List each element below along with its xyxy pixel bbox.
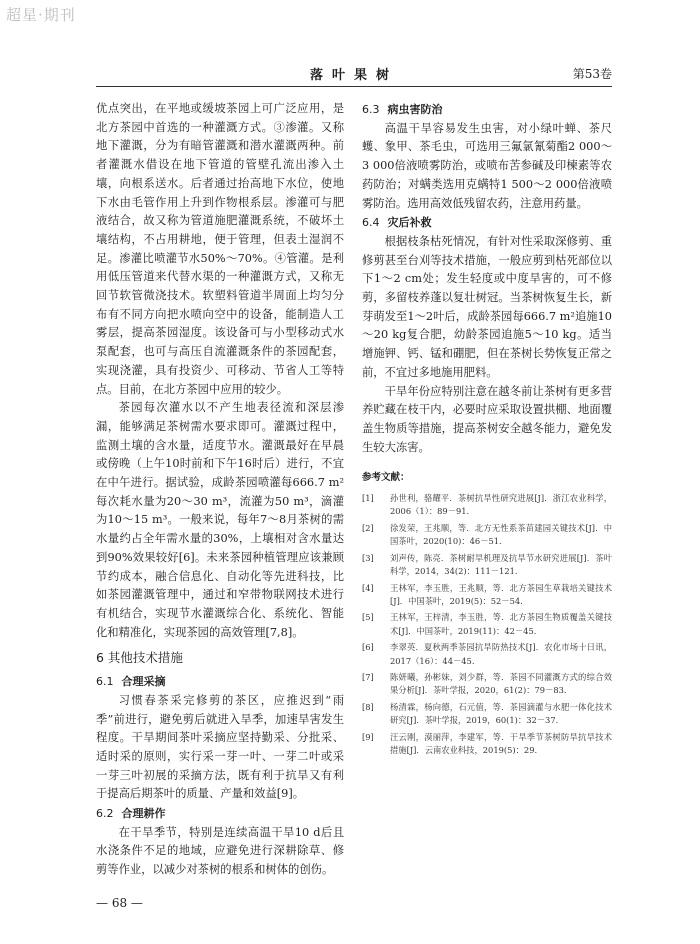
- subsection-number: 6.4: [362, 216, 380, 230]
- reference-number: [6]: [362, 642, 374, 653]
- reference-item: [362, 492, 612, 519]
- reference-item: [362, 611, 612, 638]
- reference-number: [2]: [362, 522, 374, 533]
- body-paragraph: 习惯春茶采完修剪的茶区，应推迟到“雨季”前进行，避免剪后就进入旱季，加速旱害发生程度。干旱期间茶叶采摘应坚持勤采、分批采、适时采的原则，实行采一芽一叶、一芽二叶或采一芽三叶初展的采摘方法，既有利于抗旱又有利于提高后期茶叶的质量、产量和效益[9]。: [96, 693, 344, 801]
- running-header: [96, 64, 612, 84]
- reference-item: [362, 552, 612, 579]
- reference-text: 刘声传，陈亮．茶树耐旱机理及抗旱节水研究进展[J]．茶叶科学，2014，34(2)：111－121.: [390, 552, 612, 577]
- reference-item: [362, 731, 612, 758]
- body-paragraph: 干旱年份应特别注意在越冬前让茶树有更多营养贮藏在枝干内，必要时应采取设置拱棚、地面覆盖生物质等措施，提高茶树安全越冬能力，避免发生较大冻害。: [362, 384, 612, 454]
- reference-text: 陈妍曦，孙彬妹，刘少群，等．茶园不同灌溉方式的综合效果分析[J]．茶叶学报，2020，61(2)：79－83.: [390, 671, 612, 696]
- section-heading: 6 其他技术措施: [96, 650, 183, 666]
- reference-number: [7]: [362, 671, 374, 682]
- reference-item: [362, 582, 612, 609]
- references-heading: 参考文献：: [362, 472, 410, 484]
- reference-text: 王林军，王梓清，李玉胜，等．北方茶园生物质覆盖关键技术[J]．中国茶叶，2019(11)：42－45.: [390, 612, 612, 636]
- right-column: [362, 100, 612, 760]
- subsection-heading: [362, 214, 612, 233]
- reference-item: [362, 701, 612, 728]
- body-paragraph: 优点突出，在平地或缓坡茶园上可广泛应用，是北方茶园中首选的一种灌溉方式。③渗灌。又称地下灌溉，分为有暗管灌溉和潜水灌溉两种。前者灌溉水借设在地下管道的管壁孔流出渗入土壤，向根系送水。后者通过抬高地下水位，使地下水由毛管作用上升到作物根系层。渗灌可与肥液结合，故又称为管道施肥灌溉系统，不破坏土壤结构，不占用耕地，便于管理，但表土湿润不足。渗灌比喷灌节水50%～70%。④管灌。是利用低压管道来代替水渠的一种灌溉方式，又称无回节软管微浇技术。软塑料管道半周面上均匀分布有不同方向把水喷向空中的设备，能制造人工雾层，提高茶园湿度。该设备可与小型移动式水泵配套，也可与高压自流灌溉条件的茶园配套，实现浇灌，具有投资少、可移动、节省人工等特点。目前，在北方茶园中应用的较少。: [96, 102, 344, 396]
- reference-text: 汪云刚，漠丽萍，李建军，等．干旱季节茶树防旱抗旱技术措施[J]．云南农业科技，2019(5)：29.: [390, 731, 612, 755]
- subsection-title: 灾后补救: [387, 216, 432, 230]
- reference-number: [8]: [362, 701, 374, 712]
- subsection-number: 6.1: [96, 675, 114, 689]
- reference-item: [362, 671, 612, 698]
- reference-list: [362, 492, 612, 757]
- reference-text: 孙世利，骆耀平．茶树抗旱性研究进展[J]．浙江农业科学，2006（1）：89－91.: [390, 493, 612, 517]
- reference-text: 杨清霖，杨向德，石元值，等．茶园滴灌与水肥一体化技术研究[J]．茶叶学报，2019，60(1)：32－37.: [390, 701, 612, 726]
- reference-text: 徐发荣，王兆顺，等．北方无性系茶苗建园关键技术[J]．中国茶叶，2020(10)：46－51.: [390, 522, 612, 547]
- subsection-heading: [362, 101, 612, 120]
- body-paragraph: 高温干旱容易发生虫害，对小绿叶蝉、茶尺蠖、象甲、茶毛虫，可选用三氟氯氰菊酯2 000～3 000倍液喷雾防治，或喷布苦参碱及印楝素等农药防治；对螨类选用克螨特1 500～2 000倍液喷雾防治。选用高效低残留农药，注意用药量。: [362, 121, 612, 210]
- reference-item: [362, 522, 612, 549]
- subsection-title: 病虫害防治: [387, 103, 443, 116]
- body-paragraph: 茶园每次灌水以不产生地表径流和深层渗漏，能够满足茶树需水要求即可。灌溉过程中，监测土壤的含水量，适度节水。灌溉最好在早晨或傍晚（上午10时前和下午16时后）进行，不宜在中午进行。据试验，成龄茶园喷灌每666.7 m²每次耗水量为20～30 m³，流灌为50 m³，滴灌为10～15 m³。一般来说，每年7～8月茶树的需水量约占全年需水量的30%，上壤相对含水量达到90%效果较好[6]。未来茶园种植管理应该兼顾节约成本，融合信息化、自动化等先进科技，比如茶园灌溉管理中，通过和窄带物联网技术进行有机结合，实现节水灌溉综合化、系统化、智能化和精准化，实现茶园的高效管理[7,8]。: [96, 401, 344, 639]
- body-paragraph: 在干旱季节，特别是连续高温干旱10 d后且水浇条件不足的地域，应避免进行深耕除草、修剪等作业，以减少对茶树的根系和树体的创伤。: [96, 825, 344, 877]
- subsection-title: 合理耕作: [121, 807, 166, 821]
- reference-number: [4]: [362, 582, 374, 593]
- subsection-heading: [96, 673, 344, 692]
- reference-number: [5]: [362, 612, 374, 623]
- reference-item: [362, 641, 612, 668]
- reference-number: [3]: [362, 552, 374, 563]
- subsection-heading: [96, 805, 344, 824]
- left-column: [96, 100, 344, 880]
- reference-text: 李翠英．夏秋两季茶园抗旱防热技术[J]．农化市场十日讯，2017（16）：44－45.: [390, 642, 612, 666]
- subsection-number: 6.2: [96, 807, 114, 821]
- header-rule: [96, 86, 612, 87]
- reference-number: [1]: [362, 493, 374, 504]
- body-paragraph: 根据枝条枯死情况，有针对性采取深修剪、重修剪甚至台刈等技术措施，一般应剪到枯死部位以下1～2 cm处；发生轻度或中度旱害的，可不修剪，多留枝养蓬以复壮树冠。当茶树恢复生长，新芽萌发至1～2叶后，成龄茶园每666.7 m²追施10～20 kg复合肥，幼龄茶园追施5～10 kg。适当增施钾、钙、锰和硼肥，但在茶树长势恢复正常之前，不宜过多地施用肥料。: [362, 234, 612, 379]
- reference-number: [9]: [362, 731, 374, 742]
- page-number: — 68 —: [96, 896, 143, 910]
- subsection-title: 合理采摘: [121, 675, 166, 689]
- volume-number: 第53卷: [572, 67, 612, 81]
- watermark-logo: 超星·期刊: [6, 6, 76, 24]
- journal-name: 落叶果树: [309, 68, 398, 83]
- subsection-number: 6.3: [362, 103, 380, 116]
- reference-text: 王林军，李玉胜，王兆顺，等．北方茶园生草栽培关键技术[J]．中国茶叶，2019(5)：52－54.: [390, 582, 612, 606]
